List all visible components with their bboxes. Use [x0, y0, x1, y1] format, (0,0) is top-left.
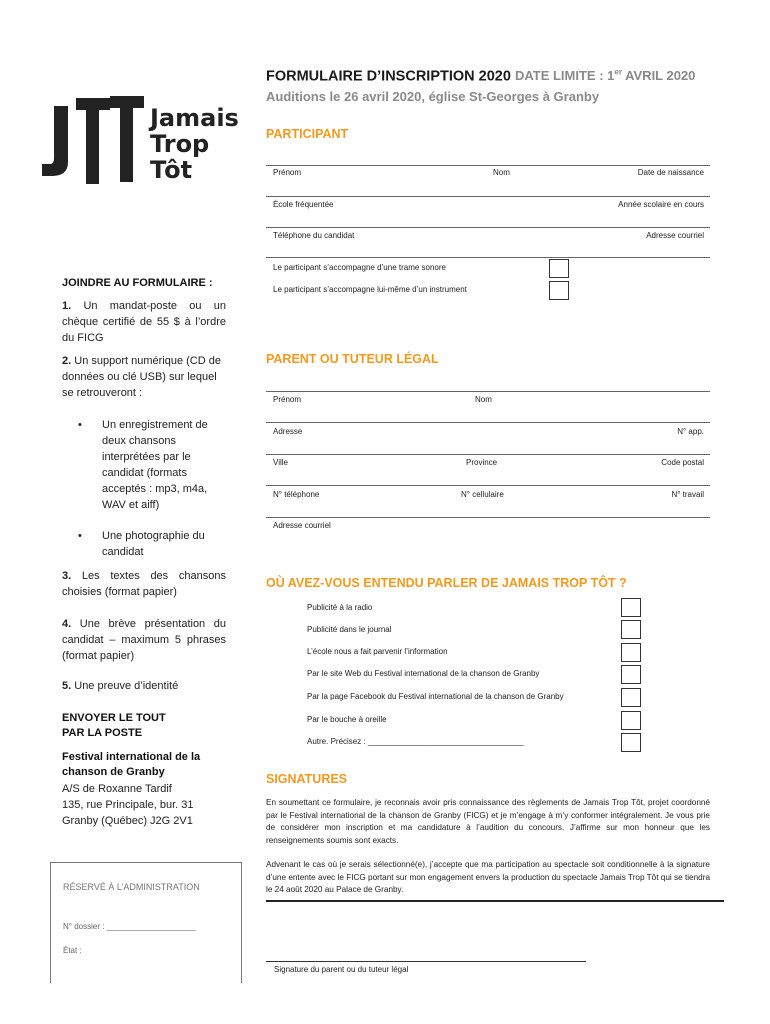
- join-item-3-text: Les textes des chansons choisies (format papier): [62, 570, 226, 598]
- admin-file-number: N° dossier : ____________________: [63, 922, 196, 931]
- join-item-5-text: Une preuve d’identité: [71, 680, 179, 692]
- parent-line-4: [266, 485, 710, 486]
- option-backing-track-checkbox[interactable]: [549, 259, 569, 278]
- parent-address-label: Adresse: [273, 427, 303, 436]
- join-item-3: [62, 568, 226, 600]
- mailing-attention: A/S de Roxanne Tardif: [62, 783, 172, 795]
- join-item-2-num: 2.: [62, 355, 72, 367]
- deadline-prefix: DATE LIMITE : 1: [514, 68, 615, 84]
- admin-status: État :: [63, 946, 82, 955]
- join-title: JOINDRE AU FORMULAIRE :: [62, 277, 213, 289]
- deadline: [515, 68, 695, 83]
- participant-email-label: Adresse courriel: [646, 231, 704, 240]
- send-title-1: ENVOYER LE TOUT: [62, 712, 166, 724]
- join-item-2-text: Un support numérique (CD de données ou clé USB) sur lequel se retrouveront :: [62, 355, 221, 399]
- signature-label: Signature du parent ou du tuteur légal: [274, 965, 409, 974]
- logo-word-jamais: Jamais: [150, 104, 239, 132]
- heard-item-facebook-checkbox[interactable]: [621, 688, 641, 707]
- join-item-1-num: 1.: [62, 300, 72, 312]
- heard-item-radio-label: Publicité à la radio: [307, 603, 373, 612]
- parent-apt-label: N° app.: [677, 427, 704, 436]
- parent-postal-label: Code postal: [661, 458, 704, 467]
- heard-item-website-checkbox[interactable]: [621, 665, 641, 684]
- heard-item-journal-label: Publicité dans le journal: [307, 625, 392, 634]
- participant-dob-label: Date de naissance: [637, 168, 704, 177]
- participant-line-1: [266, 165, 710, 166]
- parent-line-3: [266, 454, 710, 455]
- join-item-3-num: 3.: [62, 570, 72, 582]
- admin-title: RÉSERVÉ À L’ADMINISTRATION: [63, 882, 200, 892]
- join-item-4-num: 4.: [62, 618, 72, 630]
- parent-line-2: [266, 422, 710, 423]
- send-title-2: PAR LA POSTE: [62, 727, 143, 739]
- heard-item-word-of-mouth-label: Par le bouche à oreille: [307, 715, 387, 724]
- heard-item-other-label: Autre. Précisez : ___________________________________: [307, 737, 524, 746]
- signatures-section-title: SIGNATURES: [266, 772, 348, 786]
- parent-line-1: [266, 391, 710, 392]
- mailing-street: 135, rue Principale, bur. 31: [62, 799, 194, 811]
- participant-school-year-label: Année scolaire en cours: [618, 200, 704, 209]
- deadline-sup: er: [614, 68, 622, 77]
- mailing-organization: Festival international de la chanson de Granby: [62, 751, 201, 778]
- heard-item-school-label: L’école nous a fait parvenir l’information: [307, 647, 448, 656]
- participant-nom-label: Nom: [493, 168, 510, 177]
- signature-line[interactable]: [266, 961, 586, 962]
- participant-phone-label: Téléphone du candidat: [273, 231, 355, 240]
- signatures-paragraph-1: En soumettant ce formulaire, je reconnais avoir pris connaissance des règlements de Jamais Trop Tôt, projet coordonné par le Festival international de la chanson de Granby (FICG) et je m’engage à m’y conformer intégralement. Je vous prie de considérer mon inscription et ma candidature à l’audition du concours. J’affirme sur mon honneur que les renseignements soumis sont exacts.: [266, 798, 710, 845]
- parent-section-title: PARENT OU TUTEUR LÉGAL: [266, 352, 439, 366]
- join-item-4-text: Une brève présentation du candidat – maximum 5 phrases (format papier): [62, 618, 226, 662]
- join-item-5-num: 5.: [62, 680, 72, 692]
- parent-phone-label: N° téléphone: [273, 490, 320, 499]
- participant-section-title: PARTICIPANT: [266, 127, 349, 141]
- parent-cell-label: N° cellulaire: [461, 490, 504, 499]
- join-item-4: [62, 616, 226, 664]
- heard-item-word-of-mouth-checkbox[interactable]: [621, 711, 641, 730]
- parent-line-5: [266, 517, 710, 518]
- jtt-logo-mark: [40, 96, 145, 188]
- jtt-logo: [40, 96, 245, 188]
- join-bullet-recording: Un enregistrement de deux chansons interprétées par le candidat (formats acceptés : mp3, m4a, WAV et aiff): [102, 419, 208, 511]
- heard-item-school-checkbox[interactable]: [621, 643, 641, 662]
- form-title: [266, 68, 695, 84]
- heard-item-other-checkbox[interactable]: [621, 733, 641, 752]
- form-title-text: FORMULAIRE D’INSCRIPTION 2020: [266, 68, 511, 85]
- heard-item-facebook-label: Par la page Facebook du Festival international de la chanson de Granby: [307, 692, 564, 701]
- parent-city-label: Ville: [273, 458, 288, 467]
- parent-province-label: Province: [466, 458, 498, 467]
- participant-line-2: [266, 196, 710, 197]
- join-item-1: [62, 298, 226, 346]
- join-item-5: [62, 678, 226, 694]
- parent-work-label: N° travail: [671, 490, 704, 499]
- signatures-divider: [266, 900, 724, 902]
- heard-item-journal-checkbox[interactable]: [621, 620, 641, 639]
- participant-line-3: [266, 227, 710, 228]
- auditions-subtitle: Auditions le 26 avril 2020, église St-Georges à Granby: [266, 89, 600, 104]
- heard-item-website-label: Par le site Web du Festival international de la chanson de Granby: [307, 669, 540, 678]
- signatures-paragraph-2: Advenant le cas où je serais sélectionné(e), j’accepte que ma participation au spectacle soit conditionnelle à la signature d’une entente avec le FICG portant sur mon engagement envers la production du spectacle Jamais Trop Tôt qui se tiendra le 24 août 2020 au Palace de Granby.: [266, 860, 710, 894]
- parent-prenom-label: Prénom: [273, 395, 302, 404]
- option-backing-track-label: Le participant s’accompagne d’une trame sonore: [273, 263, 446, 272]
- parent-nom-label: Nom: [475, 395, 492, 404]
- join-item-2: [62, 353, 226, 401]
- join-item-1-text: Un mandat-poste ou un chèque certifié de 55 $ à l’ordre du FICG: [62, 300, 226, 344]
- mailing-city: Granby (Québec) J2G 2V1: [62, 815, 193, 827]
- logo-word-tot: Tôt: [150, 156, 193, 184]
- bullet-dot-1: •: [78, 419, 82, 431]
- bullet-dot-2: •: [78, 530, 82, 542]
- option-instrument-label: Le participant s’accompagne lui-même d’un instrument: [273, 285, 467, 294]
- join-bullet-photo: Une photographie du candidat: [102, 530, 205, 558]
- heard-section-title: OÙ AVEZ-VOUS ENTENDU PARLER DE JAMAIS TROP TÔT ?: [266, 576, 627, 590]
- deadline-suffix: AVRIL 2020: [621, 68, 696, 84]
- participant-school-label: École fréquentée: [273, 200, 334, 209]
- option-instrument-checkbox[interactable]: [549, 281, 569, 300]
- parent-email-label: Adresse courriel: [273, 521, 331, 530]
- heard-item-radio-checkbox[interactable]: [621, 598, 641, 617]
- logo-word-trop: Trop: [150, 130, 210, 158]
- participant-prenom-label: Prénom: [273, 168, 302, 177]
- participant-line-4: [266, 257, 710, 258]
